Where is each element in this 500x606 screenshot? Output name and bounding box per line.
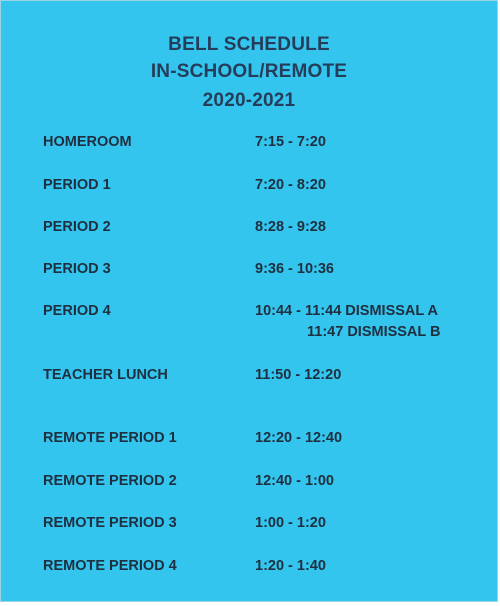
row-label-remote-period-4: REMOTE PERIOD 4 xyxy=(43,558,177,574)
row-label-period-1: PERIOD 1 xyxy=(43,177,111,193)
row-time-remote-period-3: 1:00 - 1:20 xyxy=(255,515,326,531)
row-time-remote-period-4: 1:20 - 1:40 xyxy=(255,558,326,574)
row-time-teacher-lunch: 11:50 - 12:20 xyxy=(255,367,342,383)
row-label-remote-period-2: REMOTE PERIOD 2 xyxy=(43,473,177,489)
row-label-homeroom: HOMEROOM xyxy=(43,134,132,150)
row-time-remote-period-1: 12:20 - 12:40 xyxy=(255,430,343,446)
row-time-period-3: 9:36 - 10:36 xyxy=(255,261,334,277)
row-time-period-1: 7:20 - 8:20 xyxy=(255,177,326,193)
school-year: 2020-2021 xyxy=(202,90,296,111)
schedule-subtitle: IN-SCHOOL/REMOTE xyxy=(150,61,348,82)
row-time-period-4-dismissal-b: 11:47 DISMISSAL B xyxy=(307,324,441,340)
row-time-period-2: 8:28 - 9:28 xyxy=(255,219,326,235)
row-time-period-4: 10:44 - 11:44 DISMISSAL A xyxy=(255,303,438,319)
row-label-period-2: PERIOD 2 xyxy=(43,219,111,235)
row-label-remote-period-3: REMOTE PERIOD 3 xyxy=(43,515,177,531)
row-time-remote-period-2: 12:40 - 1:00 xyxy=(255,473,334,489)
row-time-homeroom: 7:15 - 7:20 xyxy=(255,134,326,150)
row-label-period-4: PERIOD 4 xyxy=(43,303,111,319)
row-label-period-3: PERIOD 3 xyxy=(43,261,111,277)
row-label-teacher-lunch: TEACHER LUNCH xyxy=(43,367,168,383)
schedule-title: BELL SCHEDULE xyxy=(168,34,330,55)
row-label-remote-period-1: REMOTE PERIOD 1 xyxy=(43,430,177,446)
